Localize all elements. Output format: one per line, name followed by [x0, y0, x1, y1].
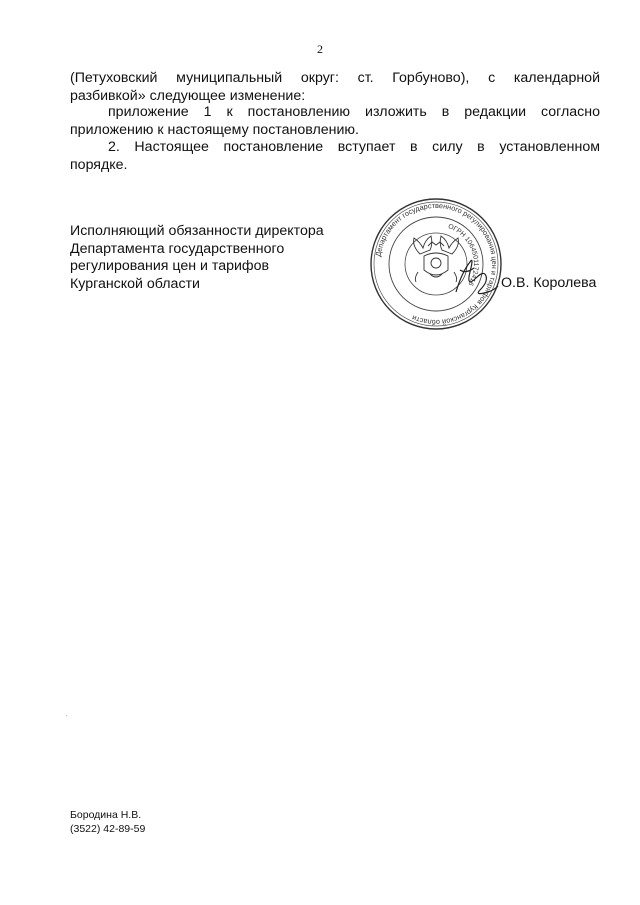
signatory-name: О.В. Королева [501, 275, 597, 291]
scan-speck [66, 715, 67, 716]
seal-outer-text: Департамент государственного регулирования цен и тарифов Курганской области [373, 200, 500, 328]
executor-name: Бородина Н.В. [70, 809, 142, 821]
paragraph-3-line-1: 2. Настоящее постановление вступает в силу в установленном [108, 139, 600, 155]
paragraph-3-line-2: порядке. [70, 156, 128, 173]
seal-inner-text: ОГРН 1064501172416 [447, 223, 480, 287]
signatory-position [70, 223, 324, 293]
executor-info [70, 809, 145, 836]
paragraph-2 [70, 104, 600, 139]
paragraph-3 [70, 139, 600, 174]
signatory-position-line-4: Курганской области [70, 275, 200, 292]
coat-of-arms-emblem [414, 236, 459, 282]
paragraph-2-line-1: приложение 1 к постановлению изложить в редакции согласно [108, 104, 600, 120]
signatory-position-line-3: регулирования цен и тарифов [70, 258, 270, 274]
signatory-position-line-2: Департамента государственного [70, 240, 285, 257]
official-seal-stamp [368, 196, 504, 332]
paragraph-2-line-2: приложению к настоящему постановлению. [70, 121, 359, 138]
paragraph-1-line-1: (Петуховский муниципальный округ: ст. Горбуново), с календарной [70, 70, 600, 86]
paragraph-1 [70, 70, 600, 105]
page-number: 2 [317, 42, 323, 56]
seal-outer-ring [371, 199, 501, 329]
executor-phone: (3522) 42-89-59 [70, 822, 146, 835]
paragraph-1-line-2: разбивкой» следующее изменение: [70, 87, 306, 104]
signatory-position-line-1: Исполняющий обязанности директора [70, 223, 324, 239]
